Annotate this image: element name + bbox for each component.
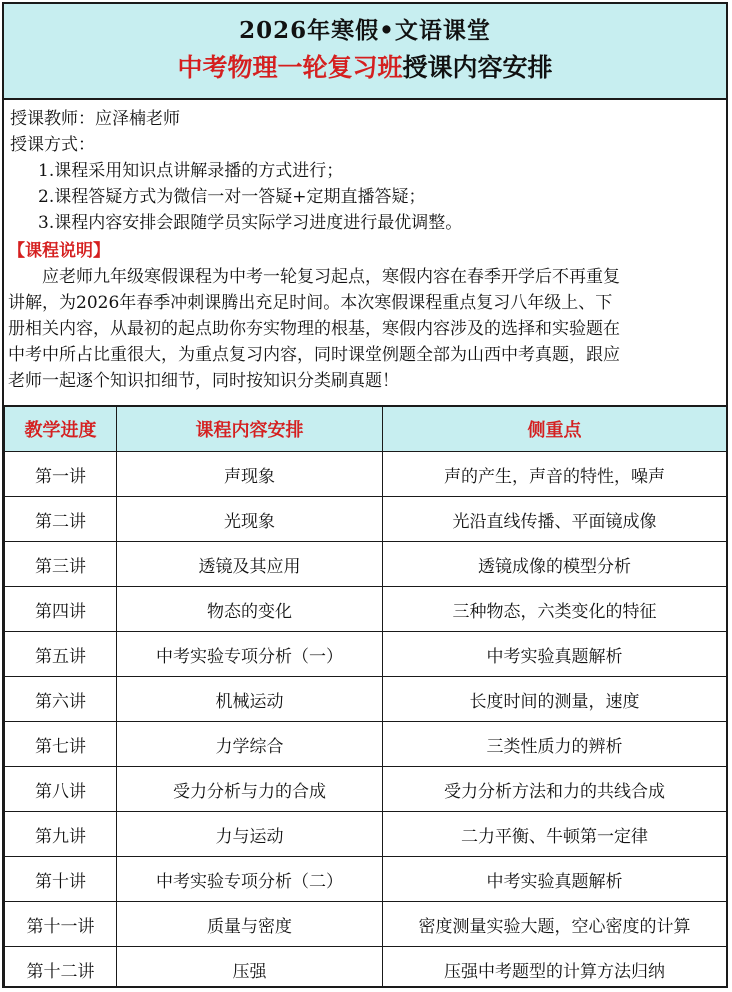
lecture-focus: 长度时间的测量，速度 xyxy=(383,677,727,722)
lecture-number: 第九讲 xyxy=(5,812,117,857)
lecture-focus: 二力平衡、牛顿第一定律 xyxy=(383,812,727,857)
header-focus: 侧重点 xyxy=(383,406,727,452)
lecture-number: 第四讲 xyxy=(5,587,117,632)
lecture-content: 物态的变化 xyxy=(117,587,383,632)
lecture-content: 力与运动 xyxy=(117,812,383,857)
lecture-focus: 三类性质力的辨析 xyxy=(383,722,727,767)
lecture-number: 第一讲 xyxy=(5,452,117,497)
table-row xyxy=(5,632,727,677)
lecture-number: 第六讲 xyxy=(5,677,117,722)
page-title xyxy=(4,50,726,86)
description-line: 册相关内容，从最初的起点助你夯实物理的根基，寒假内容涉及的选择和实验题在 xyxy=(8,319,620,339)
header-content: 课程内容安排 xyxy=(117,406,383,452)
title-course-name: 中考物理一轮复习班 xyxy=(177,53,403,82)
table-row xyxy=(5,497,727,542)
schedule-table xyxy=(4,405,727,988)
description-line: 老师一起逐个知识扣细节，同时按知识分类刷真题！ xyxy=(8,371,399,391)
lecture-number: 第十一讲 xyxy=(5,902,117,947)
lecture-focus: 中考实验真题解析 xyxy=(383,632,727,677)
header-progress: 教学进度 xyxy=(5,406,117,452)
header-banner xyxy=(4,4,726,100)
lecture-focus: 光沿直线传播、平面镜成像 xyxy=(383,497,727,542)
lecture-focus: 透镜成像的模型分析 xyxy=(383,542,727,587)
method-item: 3.课程内容安排会跟随学员实际学习进度进行最优调整。 xyxy=(38,213,463,233)
teacher-line: 授课教师：应泽楠老师 xyxy=(10,109,180,129)
header-subtitle: 2026年寒假•文语课堂 xyxy=(239,17,491,44)
lecture-content: 质量与密度 xyxy=(117,902,383,947)
table-row xyxy=(5,812,727,857)
table-row xyxy=(5,452,727,497)
table-row xyxy=(5,857,727,902)
lecture-content: 受力分析与力的合成 xyxy=(117,767,383,812)
lecture-focus: 受力分析方法和力的共线合成 xyxy=(383,767,727,812)
schedule-sheet xyxy=(2,2,728,988)
lecture-number: 第七讲 xyxy=(5,722,117,767)
lecture-number: 第十讲 xyxy=(5,857,117,902)
lecture-focus: 三种物态，六类变化的特征 xyxy=(383,587,727,632)
table-row xyxy=(5,677,727,722)
method-item: 1.课程采用知识点讲解录播的方式进行； xyxy=(38,161,344,181)
lecture-focus: 压强中考题型的计算方法归纳 xyxy=(383,947,727,989)
table-row xyxy=(5,587,727,632)
lecture-number: 第十二讲 xyxy=(5,947,117,989)
description-tag: 【课程说明】 xyxy=(8,241,110,261)
table-row xyxy=(5,722,727,767)
lecture-content: 中考实验专项分析（二） xyxy=(117,857,383,902)
table-row xyxy=(5,542,727,587)
title-suffix: 授课内容安排 xyxy=(402,53,553,82)
table-row xyxy=(5,767,727,812)
table-header-row xyxy=(5,406,727,452)
lecture-focus: 密度测量实验大题，空心密度的计算 xyxy=(383,902,727,947)
method-label: 授课方式： xyxy=(10,135,95,155)
description-line: 中考中所占比重很大，为重点复习内容，同时课堂例题全部为山西中考真题，跟应 xyxy=(8,345,620,365)
method-item: 2.课程答疑方式为微信一对一答疑+定期直播答疑； xyxy=(38,187,426,207)
lecture-focus: 声的产生，声音的特性，噪声 xyxy=(383,452,727,497)
lecture-content: 中考实验专项分析（一） xyxy=(117,632,383,677)
lecture-content: 声现象 xyxy=(117,452,383,497)
lecture-number: 第五讲 xyxy=(5,632,117,677)
lecture-content: 压强 xyxy=(117,947,383,989)
course-info xyxy=(4,100,726,236)
lecture-content: 光现象 xyxy=(117,497,383,542)
lecture-focus: 中考实验真题解析 xyxy=(383,857,727,902)
table-row xyxy=(5,947,727,989)
course-description xyxy=(4,236,726,394)
lecture-content: 力学综合 xyxy=(117,722,383,767)
description-line: 应老师九年级寒假课程为中考一轮复习起点，寒假内容在春季开学后不再重复 xyxy=(42,267,620,287)
lecture-number: 第二讲 xyxy=(5,497,117,542)
lecture-number: 第三讲 xyxy=(5,542,117,587)
description-line: 讲解，为2026年春季冲刺课腾出充足时间。本次寒假课程重点复习八年级上、下 xyxy=(8,293,613,313)
table-row xyxy=(5,902,727,947)
lecture-content: 透镜及其应用 xyxy=(117,542,383,587)
lecture-content: 机械运动 xyxy=(117,677,383,722)
lecture-number: 第八讲 xyxy=(5,767,117,812)
